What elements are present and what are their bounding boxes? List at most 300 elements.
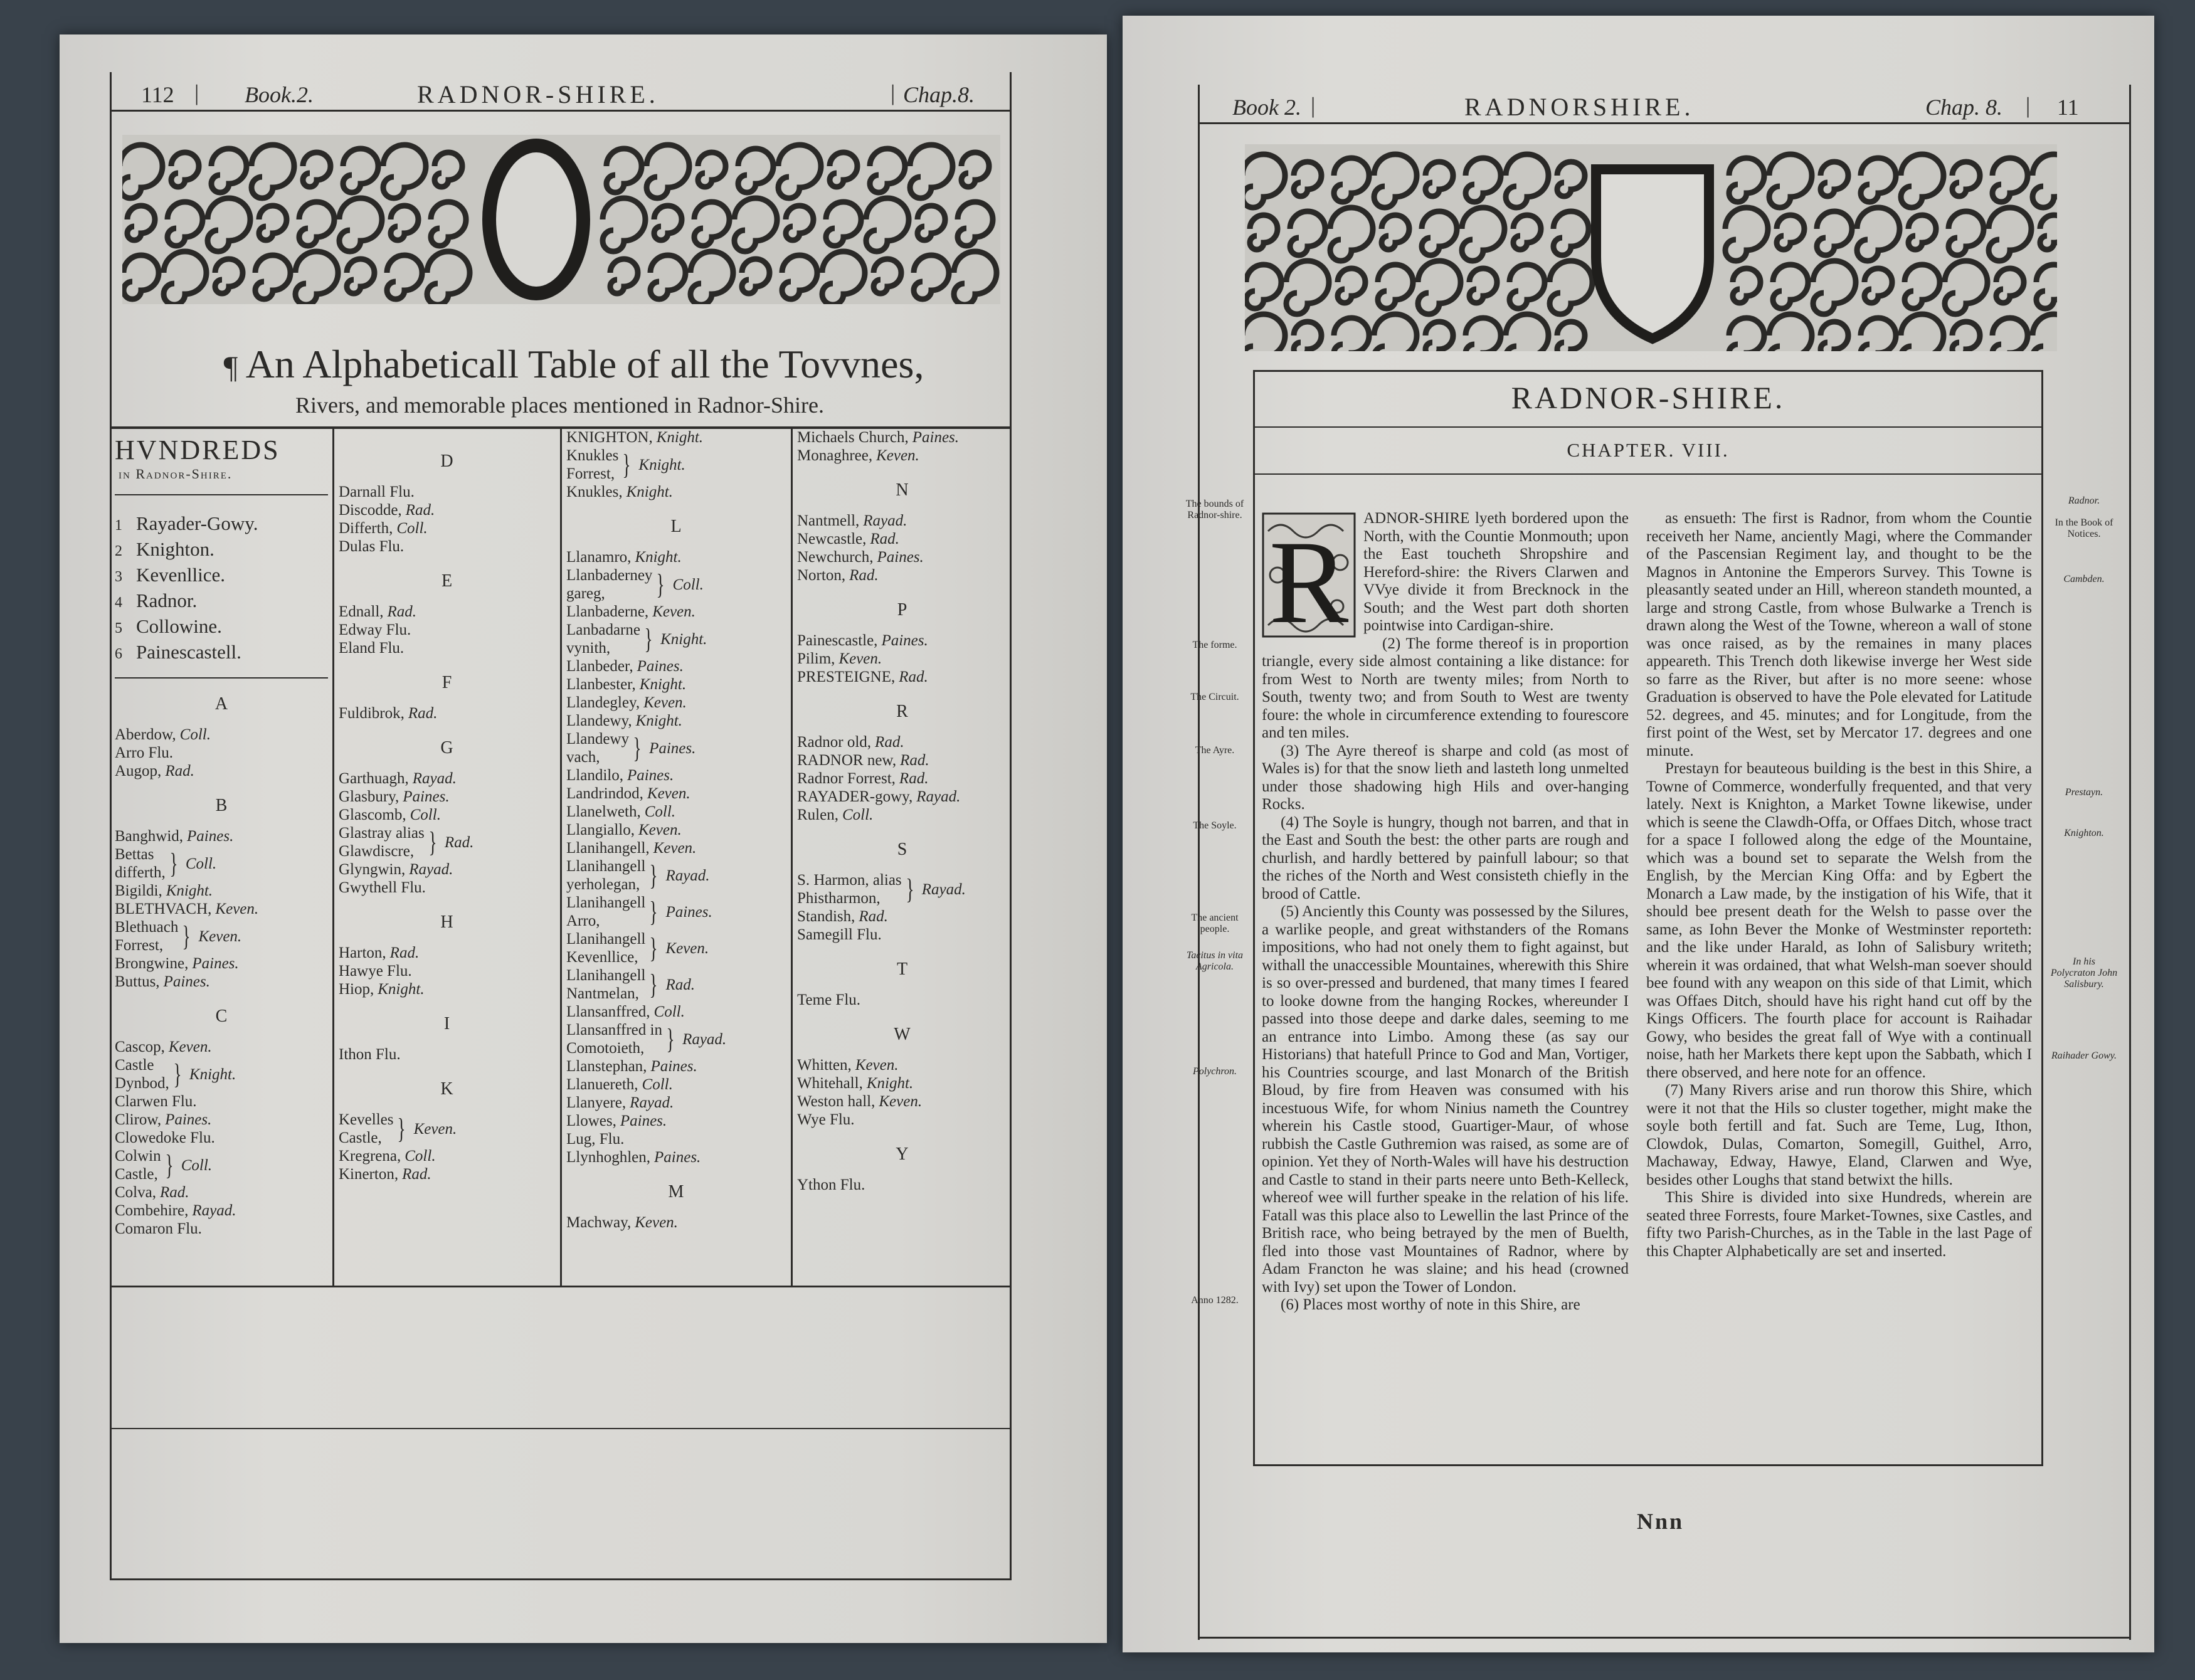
hundred-number: 3: [115, 569, 122, 585]
page-number: 11: [2057, 95, 2079, 120]
place-name: Whitten,: [797, 1057, 852, 1074]
chapter-heading: RADNOR-SHIRE.: [1511, 380, 1785, 415]
brace-icon: }: [666, 1023, 675, 1055]
hundred-abbrev: Coll.: [642, 1076, 673, 1093]
table-entry: [797, 428, 1007, 446]
table-entry: [797, 512, 1007, 530]
brace-icon: }: [649, 859, 658, 891]
ornament-headpiece: [1245, 144, 2057, 351]
place-name: Llanihangell Kevenllice,: [566, 931, 646, 966]
section-letter: C: [215, 1006, 228, 1026]
chapter-label: Chap.8.: [903, 82, 975, 107]
hundred-abbrev: Knight.: [656, 429, 704, 446]
place-name: Knukles,: [566, 483, 623, 500]
hundreds-block: [115, 436, 328, 679]
place-name: Colwin Castle,: [115, 1148, 161, 1183]
hundred-abbrev: Paines.: [163, 973, 210, 990]
hundred-abbrev: Keven.: [198, 927, 242, 945]
brace-icon: }: [169, 847, 178, 879]
table-entry: [115, 1183, 328, 1202]
table-entry: [566, 803, 786, 821]
table-entry: [339, 860, 555, 879]
frame-right-rule: [1010, 72, 1012, 1580]
hundred-abbrev: Rayad.: [412, 770, 457, 787]
header-rule: [1198, 122, 2131, 124]
table-entry: [797, 769, 1007, 788]
place-name: Llansanffred in Comotoieth,: [566, 1022, 662, 1057]
chapter-label: Chap. 8.: [1925, 95, 2003, 120]
margin-note: Tacitus in vita Agricola.: [1186, 950, 1244, 972]
place-name: Pilim,: [797, 650, 835, 667]
table-entry: [797, 1176, 1007, 1194]
divider: |: [194, 80, 199, 105]
frame-left-rule: [110, 72, 112, 1580]
table-entry: [566, 1213, 786, 1232]
table-entry: [339, 501, 555, 519]
column-rule: [332, 428, 334, 1287]
hundred-abbrev: Rad.: [875, 734, 904, 751]
place-name: Radnor Forrest,: [797, 770, 896, 787]
hundred-abbrev: Coll.: [185, 855, 217, 872]
hundred-abbrev: Keven.: [413, 1120, 457, 1138]
hundred-abbrev: Keven.: [855, 1057, 899, 1074]
place-name: Hiop,: [339, 981, 374, 998]
place-name: Clirow,: [115, 1111, 162, 1128]
running-title: RADNORSHIRE.: [1464, 93, 1695, 121]
hundred-abbrev: Coll.: [644, 803, 676, 820]
section-letter: P: [897, 600, 907, 620]
hundred-abbrev: Keven.: [168, 1038, 212, 1055]
table-entry: [339, 1111, 555, 1147]
table-entry: [339, 980, 555, 998]
hundreds-list: [115, 512, 328, 666]
brace-icon: }: [428, 826, 437, 858]
table-entry: [566, 1148, 786, 1166]
hundred-abbrev: Rayad.: [409, 861, 453, 878]
hundred-abbrev: Knight.: [635, 712, 682, 729]
section-letter: T: [896, 959, 908, 979]
table-entry: [797, 650, 1007, 668]
place-name: Cascop,: [115, 1038, 165, 1055]
paragraph: (3) The Ayre thereof is sharpe and cold (as most of Wales is) for that the snow lieth and lasteth long unmelted under those shadowing high Hils and over-hanging Rocks.: [1262, 742, 1629, 813]
table-entry: [566, 657, 786, 675]
table-entry: [797, 548, 1007, 566]
table-entry: [566, 1057, 786, 1075]
paragraph: (6) Places most worthy of note in this Shire, are: [1281, 1296, 1580, 1313]
pilcrow-icon: ¶: [223, 349, 238, 384]
place-name: Llanbeder,: [566, 658, 633, 675]
place-name: S. Harmon, alias Phistharmon,: [797, 872, 902, 907]
place-name: Ithon Flu.: [339, 1046, 401, 1063]
table-entry: [566, 621, 786, 657]
margin-note: Radnor.: [2068, 495, 2100, 506]
text-column-1: [1262, 510, 1629, 1314]
text-column-2: [1646, 510, 2032, 1260]
place-name: Arro Flu.: [115, 744, 174, 761]
place-name: Lug, Flu.: [566, 1131, 625, 1148]
hundred-abbrev: Rad.: [849, 567, 879, 584]
place-name: Kregrena,: [339, 1148, 401, 1165]
table-entry: [115, 726, 328, 744]
hundred-abbrev: Paines.: [650, 1058, 697, 1075]
hundred-abbrev: Rad.: [665, 976, 695, 993]
hundred-abbrev: Coll.: [405, 1148, 436, 1165]
brace-icon: }: [644, 623, 653, 655]
table-subtitle: Rivers, and memorable places mentioned in Radnor-Shire.: [295, 393, 825, 418]
paragraph: Prestayn for beauteous building is the best in this Shire, a Towne of Commerce, wonderfully frequented, and that very lately. Next is Knighton, a Market Towne likewise, under which is seene the Clawdh-Offa, or Offaes Ditch, whose tract for a space I followed along the edge of the Mountaine, which was a bound set to separate the Welsh from the English, by the Mercian King Offa: and by Egbert the Monarch a Law made, by the instigation of his Wife, that it should bee present death for the Welsh to passe over the same, as Iohn Bever the Monke of Westminster reporteth: and the like under Harald, as Iohn of Salisbury writeth; wherein it was ordained, that what Welsh-man soever should bee found with any weapon on this side of that Limit, which was Offaes Ditch, should have his right hand cut off by the Kings Officers. The fourth place for account is Raihadar Gowy, who besides the great fall of Wye with a continuall noise, hath her Markets there kept upon the Sabbath, which I there observed, and here note for an offence.: [1646, 760, 2032, 1081]
table-entry: [797, 1074, 1007, 1092]
hundred-abbrev: Paines.: [665, 903, 712, 921]
right-page: [1123, 16, 2154, 1652]
table-column-3: [566, 428, 786, 1232]
brace-icon: }: [622, 448, 632, 480]
divider: |: [1311, 93, 1316, 118]
hundred-abbrev: Rad.: [859, 908, 888, 925]
hundred-name: Kevenllice.: [136, 564, 226, 586]
text-box-top-rule: [1253, 370, 2043, 372]
place-name: PRESTEIGNE,: [797, 668, 896, 685]
place-name: Discodde,: [339, 502, 402, 519]
table-entry: [339, 1147, 555, 1165]
place-name: Llandewy,: [566, 712, 632, 729]
hundred-abbrev: Rayad.: [665, 867, 710, 884]
place-name: Castle Dynbod,: [115, 1057, 169, 1092]
place-name: Llanbester,: [566, 676, 636, 693]
table-entry: [339, 769, 555, 788]
place-name: Ednall,: [339, 603, 384, 620]
table-entry: [566, 446, 786, 483]
place-name: Llandilo,: [566, 767, 623, 784]
place-name: KNIGHTON,: [566, 429, 653, 446]
place-name: RADNOR new,: [797, 752, 897, 769]
rule: [115, 677, 328, 679]
margin-note: Raihader Gowy.: [2051, 1050, 2117, 1061]
hundred-abbrev: Coll.: [179, 726, 211, 743]
margin-note: The ancient people.: [1191, 912, 1239, 934]
place-name: Teme Flu.: [797, 991, 861, 1008]
table-entry: [797, 631, 1007, 650]
hundred-abbrev: Keven.: [653, 840, 697, 857]
table-entry: [115, 1056, 328, 1092]
place-name: Llanihangell yerholegan,: [566, 858, 646, 893]
divider: |: [891, 80, 896, 105]
hundred-abbrev: Paines.: [620, 1112, 667, 1129]
rule: [115, 494, 328, 495]
hundred-abbrev: Paines.: [649, 739, 696, 757]
shield-icon: [1596, 169, 1709, 339]
table-entry: [566, 675, 786, 694]
section-letter: A: [214, 694, 228, 714]
place-name: Garthuagh,: [339, 770, 409, 787]
brace-icon: }: [649, 895, 658, 927]
place-name: Clowedoke Flu.: [115, 1129, 215, 1146]
hundred-abbrev: Keven.: [652, 603, 696, 620]
place-name: Comaron Flu.: [115, 1220, 202, 1237]
place-name: Glascomb,: [339, 806, 406, 823]
hundred-abbrev: Knight.: [638, 456, 685, 473]
place-name: Glyngwin,: [339, 861, 406, 878]
place-name: Colva,: [115, 1184, 156, 1201]
table-entry: [797, 926, 1007, 944]
table-entry: [115, 1220, 328, 1238]
table-entry: [339, 537, 555, 556]
hundred-abbrev: Knight.: [639, 676, 687, 693]
hundred-abbrev: Paines.: [165, 1111, 212, 1128]
table-entry: [339, 621, 555, 639]
drop-cap-letter: R: [1269, 517, 1349, 638]
place-name: Llangiallo,: [566, 822, 635, 838]
paragraph: This Shire is divided into sixe Hundreds, wherein are seated three Forrests, foure Market-Townes, sixe Castles, and fifty two Parish-Churches, as in the Table in the last Page of this Chapter Alphabetically are set and inserted.: [1646, 1189, 2032, 1260]
place-name: Llanelweth,: [566, 803, 641, 820]
place-name: Llowes,: [566, 1112, 616, 1129]
place-name: Dulas Flu.: [339, 538, 405, 555]
hundred-name: Collowine.: [136, 615, 222, 637]
place-name: Clarwen Flu.: [115, 1093, 197, 1110]
table-entry: [566, 1112, 786, 1130]
margin-note: Prestayn.: [2065, 787, 2103, 798]
table-column-2: [339, 436, 555, 1183]
place-name: Llanihangell Arro,: [566, 894, 646, 929]
place-name: Augop,: [115, 763, 162, 779]
place-name: Bigildi,: [115, 882, 162, 899]
hundred-abbrev: Rad.: [900, 752, 929, 769]
table-entry: [115, 973, 328, 991]
hundred-abbrev: Rayad.: [863, 512, 907, 529]
place-name: Llandewy vach,: [566, 731, 629, 766]
hundreds-title: HVNDREDS: [115, 435, 280, 465]
hundred-abbrev: Knight.: [660, 630, 707, 648]
place-name: Lanbadarne vynith,: [566, 621, 640, 657]
place-name: Glasbury,: [339, 788, 399, 805]
table-entry: [115, 762, 328, 780]
place-name: Brongwine,: [115, 955, 189, 972]
text-box-right-rule: [2041, 370, 2043, 1464]
hundred-abbrev: Coll.: [842, 806, 874, 823]
paragraph: (5) Anciently this County was possessed by the Silures, a warlike people, and great withstanders of the Romans impositions, who had not onely them to fight against, but withall the unaccessible Mountaines, wherewith this Shire is so over-pressed and burdened, that many times I feared to looke downe from the hanging Rockes, whereunder I passed into those deepe and darke dales, seeming to me an entrance into Limbo. Among these (as say our Historians) that hatefull Prince to God and Man, Vortiger, his Countries scourge, and last Monarch of the British Bloud, by fire from Heaven was consumed with his incestuous Wife, for whom Ninius nameth the Countrey wherein his Castle stood, Guartiger-Maur, of whose rubbish the Castle Guthremion was raised, as some are of opinion. Yet they of North-Wales will have his destruction and Castle to stand in their parts neere unto Beth-Kelleck, whereof wee will further speake in the relation of his life. Fatall was this place also to Lewellin the last Prince of the British race, who being betrayed by the men of Buelth, fled into those vast Mountaines of Radnor, where by Adam Francton he was slaine; and his head (crowned with Ivy) set upon the Tower of London.: [1262, 903, 1629, 1296]
hundred-abbrev: Keven.: [838, 650, 882, 667]
place-name: Harton,: [339, 944, 386, 961]
place-name: Darnall Flu.: [339, 483, 415, 500]
ornament-headpiece: [122, 135, 1000, 304]
table-entry: [566, 766, 786, 785]
section-letter: S: [897, 840, 907, 859]
margin-note: In the Book of Notices.: [2055, 517, 2113, 539]
section-letter: F: [442, 673, 452, 692]
margin-note: The bounds of Radnor-shire.: [1185, 499, 1244, 520]
hundred-abbrev: Keven.: [215, 901, 259, 917]
margin-note: The Ayre.: [1195, 745, 1235, 756]
frame-bottom-rule: [1198, 1637, 2131, 1639]
header-rule: [110, 110, 1012, 112]
hundred-name: Radnor.: [136, 589, 198, 611]
text-box-left-rule: [1253, 370, 1255, 1464]
place-name: Newchurch,: [797, 549, 874, 566]
place-name: Norton,: [797, 567, 846, 584]
table-entry: [797, 1111, 1007, 1129]
table-title-line1: An Alphabeticall Table of all the Tovvnes,: [245, 342, 924, 386]
place-name: Blethuach Forrest,: [115, 919, 179, 954]
table-entry: [797, 668, 1007, 686]
table-entry: [566, 930, 786, 966]
table-entry: [566, 857, 786, 894]
table-entry: [339, 788, 555, 806]
place-name: Llandegley,: [566, 694, 640, 711]
table-entry: [797, 907, 1007, 926]
table-entry: [566, 785, 786, 803]
table-entry: [115, 845, 328, 882]
table-entry: [115, 1111, 328, 1129]
section-letter: L: [670, 517, 682, 536]
place-name: Aberdow,: [115, 726, 176, 743]
hundred-abbrev: Rad.: [159, 1184, 189, 1201]
table-entry: [339, 483, 555, 501]
place-name: Nantmell,: [797, 512, 860, 529]
table-entry: [797, 751, 1007, 769]
place-name: Fuldibrok,: [339, 705, 405, 722]
table-entry: [339, 962, 555, 980]
place-name: Glastray alias Glawdiscre,: [339, 825, 425, 860]
place-name: BLETHVACH,: [115, 901, 212, 917]
hundred-abbrev: Keven.: [635, 1214, 678, 1231]
hundred-abbrev: Coll.: [181, 1156, 213, 1174]
hundred-abbrev: Paines.: [627, 767, 674, 784]
frame-left-rule: [1198, 85, 1200, 1640]
place-name: Standish,: [797, 908, 855, 925]
place-name: Kinerton,: [339, 1166, 399, 1183]
hundred-abbrev: Keven.: [876, 447, 919, 464]
table-entry: [339, 704, 555, 722]
section-letter: D: [440, 452, 453, 471]
brace-icon: }: [165, 1149, 174, 1181]
table-entry: [566, 839, 786, 857]
table-entry: [115, 954, 328, 973]
hundred-abbrev: Rad.: [389, 944, 420, 961]
hundred-abbrev: Paines.: [912, 429, 960, 446]
table-entry: [797, 446, 1007, 465]
place-name: Differth,: [339, 520, 393, 537]
table-entry: [566, 1094, 786, 1112]
table-entry: [797, 530, 1007, 548]
place-name: Llanbaderney gareg,: [566, 567, 653, 602]
hundred-abbrev: Rayad.: [192, 1202, 236, 1219]
hundred-item: [115, 589, 328, 615]
brace-icon: }: [397, 1112, 406, 1144]
place-name: Radnor old,: [797, 734, 872, 751]
table-entry: [115, 1202, 328, 1220]
brace-icon: }: [633, 732, 642, 764]
section-letter: N: [896, 480, 909, 500]
hundred-abbrev: Rad.: [444, 833, 474, 851]
page-number: 112: [141, 82, 174, 107]
hundred-abbrev: Rad.: [899, 668, 928, 685]
table-entry: [115, 1038, 328, 1056]
place-name: Ython Flu.: [797, 1176, 865, 1193]
book-label: Book 2.: [1232, 95, 1301, 120]
place-name: Bettas differth,: [115, 846, 166, 881]
hundred-abbrev: Rad.: [402, 1166, 431, 1183]
margin-note: The Soyle.: [1193, 820, 1237, 831]
section-letter: B: [215, 796, 228, 815]
place-name: Eland Flu.: [339, 640, 405, 657]
place-name: Landrindod,: [566, 785, 643, 802]
table-column-1: [115, 436, 328, 1238]
chapter-number: CHAPTER. VIII.: [1567, 439, 1730, 461]
paragraph: ADNOR-SHIRE lyeth bordered upon the North, with the Countie Monmouth; upon the East toucheth Shropshire and Hereford-shire: the Rivers Clarwen and VVye divide it from Brecknock in the South; and the West part doth shorten pointwise into Cardigan-shire.: [1363, 510, 1629, 634]
table-bottom-rule: [110, 1286, 1012, 1287]
table-entry: [339, 639, 555, 657]
place-name: Llynhoghlen,: [566, 1149, 651, 1166]
oval-cartouche: [489, 145, 583, 293]
blank-rule: [110, 1428, 1012, 1429]
section-letter: K: [440, 1079, 453, 1099]
table-entry: [339, 824, 555, 860]
table-entry: [566, 1003, 786, 1021]
hundred-abbrev: Knight.: [866, 1075, 914, 1092]
margin-note: Polychron.: [1192, 1066, 1237, 1077]
hundred-number: 2: [115, 543, 122, 559]
table-entry: [339, 1045, 555, 1064]
table-entry: [566, 821, 786, 839]
frame-bottom-rule: [110, 1578, 1012, 1580]
hundred-number: 5: [115, 620, 122, 637]
section-letter: H: [440, 912, 453, 932]
margin-note: Anno 1282.: [1191, 1295, 1239, 1306]
signature-mark: Nnn: [1637, 1509, 1685, 1534]
section-letter: I: [443, 1014, 450, 1033]
paragraph: (4) The Soyle is hungry, though not barren, and that in the East and South the best: the other parts are rough and churlish, and hardly bettered by painfull labour; so that the riches of the North and West consisteth chiefly in the brood of Cattle.: [1262, 813, 1629, 902]
place-name: Rulen,: [797, 806, 838, 823]
hundred-abbrev: Knight.: [378, 981, 425, 998]
table-entry: [339, 519, 555, 537]
hundred-item: [115, 563, 328, 589]
hundred-abbrev: Keven.: [665, 939, 709, 957]
paragraph: (7) Many Rivers arise and run thorow this Shire, which were it not that the Hils so cluster together, might make the soyle both fertill and fat. Such are Teme, Lug, Ithon, Clowdok, Dulas, Comarton, Somegill, Guithel, Arro, Machaway, Edway, Hawye, Eland, Clarwen and Wye, besides other Loughs that stand betwixt the hills.: [1646, 1082, 2032, 1188]
hundred-abbrev: Rayad.: [916, 788, 961, 805]
place-name: RAYADER-gowy,: [797, 788, 913, 805]
table-entry: [566, 566, 786, 603]
hundred-item: [115, 640, 328, 666]
place-name: Edway Flu.: [339, 621, 411, 638]
left-page: [60, 34, 1107, 1643]
table-entry: [566, 894, 786, 930]
hundred-abbrev: Rad.: [165, 763, 194, 779]
table-entry: [566, 966, 786, 1003]
hundred-abbrev: Paines.: [637, 658, 684, 675]
brace-icon: }: [649, 968, 658, 1000]
frame-right-rule: [2129, 85, 2131, 1640]
paragraph: (2) The forme thereof is in proportion triangle, every side almost containing a like distance: for from West to North are twenty miles; from North to South, twenty two; and from South to West are twenty foure: the whole in circumference extending to fourescore and ten miles.: [1262, 635, 1629, 741]
place-name: Llanyere,: [566, 1094, 627, 1111]
place-name: Michaels Church,: [797, 429, 909, 446]
rule: [1253, 426, 2043, 428]
table-entry: [566, 1130, 786, 1148]
table-entry: [339, 1165, 555, 1183]
place-name: Llanihangell,: [566, 840, 650, 857]
table-entry: [797, 566, 1007, 584]
place-name: Whitehall,: [797, 1075, 863, 1092]
table-entry: [797, 733, 1007, 751]
place-name: Painescastle,: [797, 632, 878, 649]
hundred-abbrev: Coll.: [653, 1003, 685, 1020]
hundred-abbrev: Coll.: [672, 576, 704, 593]
place-name: Llanuereth,: [566, 1076, 638, 1093]
place-name: Llanihangell Nantmelan,: [566, 967, 646, 1002]
table-entry: [339, 806, 555, 824]
hundred-abbrev: Paines.: [877, 549, 924, 566]
hundred-name: Rayader-Gowy.: [136, 512, 258, 534]
table-entry: [566, 694, 786, 712]
brace-icon: }: [656, 568, 665, 600]
